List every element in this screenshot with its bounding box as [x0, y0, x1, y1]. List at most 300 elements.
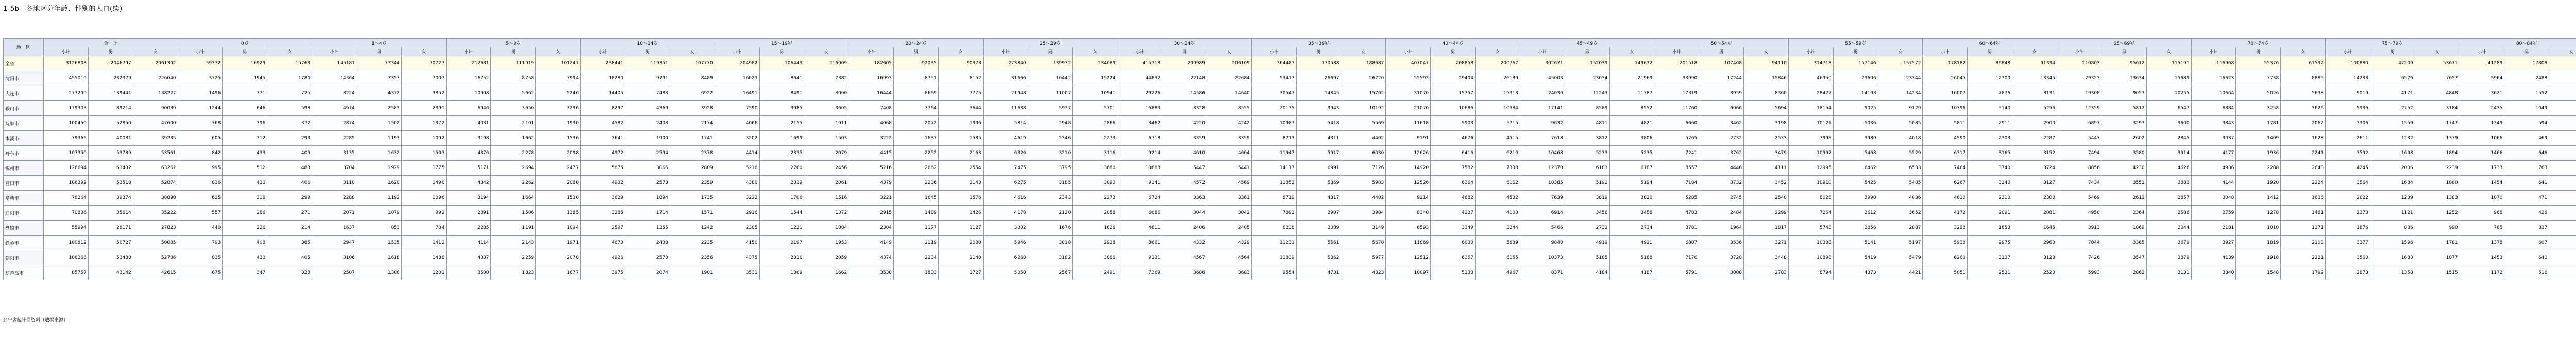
- table-cell: 2694: [491, 161, 536, 176]
- age-group-header: 25～29岁: [983, 39, 1117, 47]
- table-cell: 3795: [1028, 161, 1073, 176]
- table-cell: 8131: [2012, 86, 2057, 101]
- table-cell: 26720: [1341, 71, 1386, 86]
- table-cell: 7475: [983, 161, 1028, 176]
- sex-subheader: 小计: [581, 47, 625, 56]
- region-name: 铁岭市: [4, 236, 44, 250]
- table-cell: 1385: [536, 206, 581, 221]
- table-cell: 2916: [715, 206, 759, 221]
- sex-subheader: 小计: [1117, 47, 1162, 56]
- table-cell: 3222: [849, 131, 894, 146]
- table-cell: 3913: [2057, 221, 2102, 236]
- table-cell: 3686: [1162, 265, 1207, 280]
- table-cell: 1637: [894, 131, 939, 146]
- table-cell: 2602: [2102, 131, 2146, 146]
- table-cell: 3149: [1341, 221, 1386, 236]
- table-cell: 10396: [1923, 101, 1968, 116]
- table-cell: 312: [223, 131, 267, 146]
- table-cell: 2456: [804, 161, 849, 176]
- table-cell: 7426: [2057, 250, 2102, 265]
- table-cell: 1454: [2460, 176, 2504, 191]
- table-cell: 4626: [2146, 161, 2191, 176]
- sex-subheader: 男: [894, 47, 939, 56]
- table-cell: [2549, 116, 2576, 131]
- table-cell: 10097: [1386, 265, 1431, 280]
- table-cell: 2488: [2504, 71, 2549, 86]
- table-cell: 7126: [1341, 161, 1386, 176]
- table-cell: 385: [267, 236, 312, 250]
- table-row: [4, 71, 2576, 86]
- table-cell: 455019: [44, 71, 89, 86]
- table-cell: 886: [2370, 221, 2415, 236]
- sex-subheader: 小计: [1788, 47, 1833, 56]
- table-cell: 2288: [312, 191, 357, 206]
- table-cell: 2346: [1028, 131, 1073, 146]
- table-cell: 1596: [2370, 236, 2415, 250]
- table-cell: 214: [267, 221, 312, 236]
- table-cell: 10121: [1788, 116, 1833, 131]
- table-cell: 4329: [1207, 236, 1251, 250]
- table-cell: 3008: [1699, 265, 1744, 280]
- table-cell: 1637: [312, 221, 357, 236]
- table-cell: 2406: [1162, 221, 1207, 236]
- table-cell: 1996: [938, 116, 983, 131]
- table-cell: 29323: [2057, 71, 2102, 86]
- table-cell: 16929: [223, 56, 267, 71]
- table-cell: 29226: [1117, 86, 1162, 101]
- table-cell: 2948: [1028, 116, 1073, 131]
- table-cell: 1699: [759, 131, 804, 146]
- table-cell: 11007: [1028, 86, 1073, 101]
- table-cell: 23344: [1878, 71, 1923, 86]
- table-cell: 2583: [357, 101, 401, 116]
- table-cell: [2549, 191, 2576, 206]
- table-cell: 3728: [1699, 250, 1744, 265]
- table-cell: 10910: [1788, 176, 1833, 191]
- table-cell: 3928: [670, 101, 715, 116]
- table-cell: 2438: [625, 236, 670, 250]
- table-cell: 2915: [849, 206, 894, 221]
- sex-subheader: 小计: [849, 47, 894, 56]
- table-cell: 1355: [625, 221, 670, 236]
- table-cell: 29404: [1431, 71, 1476, 86]
- table-cell: 2252: [894, 146, 939, 161]
- table-cell: 6724: [1117, 191, 1162, 206]
- table-cell: 1781: [2236, 116, 2281, 131]
- table-cell: 4415: [849, 146, 894, 161]
- table-cell: 1481: [2281, 206, 2326, 221]
- table-cell: 1876: [2326, 221, 2370, 236]
- table-cell: 10941: [1073, 86, 1117, 101]
- table-cell: 5418: [1296, 116, 1341, 131]
- table-cell: 4036: [1878, 191, 1923, 206]
- table-cell: 1775: [401, 161, 446, 176]
- table-cell: 4582: [581, 116, 625, 131]
- table-cell: 6238: [1251, 221, 1296, 236]
- sex-subheader: 女: [133, 47, 178, 56]
- table-cell: 53561: [133, 146, 178, 161]
- table-cell: 2874: [312, 116, 357, 131]
- table-cell: 3198: [446, 131, 491, 146]
- table-cell: 9554: [1251, 265, 1296, 280]
- table-body: [4, 56, 2576, 280]
- table-cell: 90089: [133, 101, 178, 116]
- table-cell: 6275: [983, 176, 1028, 191]
- table-cell: 53518: [88, 176, 133, 191]
- table-cell: 3123: [2012, 250, 2057, 265]
- table-cell: 2119: [894, 236, 939, 250]
- table-cell: 4111: [1744, 161, 1789, 176]
- table-cell: 3198: [1744, 116, 1789, 131]
- table-cell: 18280: [581, 71, 625, 86]
- table-cell: 116009: [804, 56, 849, 71]
- table-cell: 9840: [1520, 236, 1565, 250]
- table-cell: 5875: [581, 161, 625, 176]
- table-cell: 1412: [2236, 191, 2281, 206]
- table-cell: 5233: [1565, 146, 1609, 161]
- age-group-header: 1～4岁: [312, 39, 447, 47]
- table-cell: 70836: [44, 206, 89, 221]
- table-cell: 3612: [1833, 206, 1878, 221]
- table-cell: 3306: [2326, 116, 2370, 131]
- table-cell: 2236: [894, 176, 939, 191]
- table-cell: 11638: [983, 101, 1028, 116]
- table-cell: 5814: [983, 116, 1028, 131]
- table-cell: 1664: [491, 191, 536, 206]
- table-cell: 271: [267, 206, 312, 221]
- table-cell: 4783: [1654, 206, 1699, 221]
- table-cell: 55994: [44, 221, 89, 236]
- table-cell: 3479: [1744, 146, 1789, 161]
- table-cell: 3914: [2146, 146, 2191, 161]
- table-cell: 2732: [1699, 131, 1744, 146]
- table-cell: 1819: [2236, 236, 2281, 250]
- table-cell: 15224: [1073, 71, 1117, 86]
- table-cell: 126694: [44, 161, 89, 176]
- table-cell: 5977: [1341, 250, 1386, 265]
- table-cell: 6268: [983, 250, 1028, 265]
- table-cell: 1466: [2460, 146, 2504, 161]
- table-cell: 4103: [1476, 206, 1520, 221]
- table-cell: 2285: [446, 221, 491, 236]
- table-cell: 7464: [1923, 161, 1968, 176]
- table-cell: 4171: [2370, 86, 2415, 101]
- table-cell: 598: [267, 101, 312, 116]
- table-cell: [2549, 265, 2576, 280]
- table-cell: 405: [267, 250, 312, 265]
- table-cell: 2062: [2281, 116, 2326, 131]
- table-cell: [2549, 131, 2576, 146]
- table-cell: 2262: [491, 176, 536, 191]
- table-cell: 170588: [1296, 56, 1341, 71]
- table-cell: 9129: [1878, 101, 1923, 116]
- table-cell: 52850: [88, 116, 133, 131]
- sex-subheader: 小计: [1251, 47, 1296, 56]
- table-cell: 1662: [804, 265, 849, 280]
- table-cell: 8751: [894, 71, 939, 86]
- table-cell: 92035: [894, 56, 939, 71]
- table-cell: 42615: [133, 265, 178, 280]
- table-cell: 1817: [1744, 221, 1789, 236]
- region-name: 锦州市: [4, 161, 44, 176]
- table-cell: 469: [2504, 131, 2549, 146]
- table-cell: 1506: [491, 206, 536, 221]
- table-cell: 415318: [1117, 56, 1162, 71]
- table-cell: 11852: [1251, 176, 1296, 191]
- table-cell: 6187: [1609, 161, 1654, 176]
- table-cell: 5216: [849, 161, 894, 176]
- table-cell: 27823: [133, 221, 178, 236]
- table-cell: 14640: [1207, 86, 1251, 101]
- table-cell: 4676: [1431, 131, 1476, 146]
- sex-subheader: 小计: [2057, 47, 2102, 56]
- table-cell: 50085: [133, 236, 178, 250]
- table-cell: 10255: [2146, 86, 2191, 101]
- table-cell: 4564: [1207, 250, 1251, 265]
- table-cell: 3456: [1565, 206, 1609, 221]
- table-cell: 2391: [401, 101, 446, 116]
- table-cell: 7264: [1788, 206, 1833, 221]
- table-cell: 2857: [2146, 191, 2191, 206]
- table-cell: 2273: [1073, 191, 1117, 206]
- table-cell: 842: [178, 146, 223, 161]
- table-cell: 5194: [1609, 176, 1654, 191]
- table-cell: 5701: [1073, 101, 1117, 116]
- table-cell: 35614: [88, 206, 133, 221]
- table-cell: 3359: [1207, 131, 1251, 146]
- table-row: [4, 236, 2576, 250]
- table-cell: 347: [223, 265, 267, 280]
- table-cell: 406: [267, 176, 312, 191]
- table-cell: 7434: [2057, 176, 2102, 191]
- table-cell: 5936: [2326, 101, 2370, 116]
- table-cell: 3361: [1207, 191, 1251, 206]
- table-cell: 440: [178, 221, 223, 236]
- table-cell: 208858: [1431, 56, 1476, 71]
- table-cell: 512: [223, 161, 267, 176]
- region-name: 大连市: [4, 86, 44, 101]
- sex-subheader: 女: [2549, 47, 2576, 56]
- table-cell: 4619: [983, 131, 1028, 146]
- table-cell: 4114: [446, 236, 491, 250]
- sex-subheader: 男: [1431, 47, 1476, 56]
- table-cell: 763: [2504, 161, 2549, 176]
- table-cell: 328: [267, 265, 312, 280]
- table-cell: 5946: [983, 236, 1028, 250]
- table-cell: 2759: [2191, 206, 2236, 221]
- table-cell: 179303: [44, 101, 89, 116]
- table-cell: 19308: [2057, 86, 2102, 101]
- table-cell: 483: [267, 161, 312, 176]
- table-cell: 4811: [1565, 116, 1609, 131]
- table-cell: 1070: [2460, 191, 2504, 206]
- table-cell: 1894: [625, 191, 670, 206]
- age-group-header: 50～54岁: [1654, 39, 1789, 47]
- table-row: [4, 161, 2576, 176]
- table-cell: 8489: [670, 71, 715, 86]
- table-cell: [2549, 250, 2576, 265]
- table-cell: 5479: [1878, 250, 1923, 265]
- table-cell: 3066: [625, 161, 670, 176]
- table-cell: 1488: [401, 250, 446, 265]
- table-cell: 3732: [1699, 176, 1744, 191]
- region-name: 朝阳市: [4, 250, 44, 265]
- table-cell: 1379: [2415, 131, 2460, 146]
- table-cell: 1741: [670, 131, 715, 146]
- sex-subheader: 女: [1744, 47, 1789, 56]
- table-cell: 4402: [1341, 131, 1386, 146]
- table-cell: 3137: [1968, 250, 2012, 265]
- table-cell: 4974: [312, 101, 357, 116]
- table-cell: 1747: [2415, 116, 2460, 131]
- table-cell: 1869: [2102, 221, 2146, 236]
- table-cell: 615: [178, 191, 223, 206]
- table-cell: 607: [2504, 236, 2549, 250]
- table-cell: 4149: [849, 236, 894, 250]
- table-cell: 77344: [357, 56, 401, 71]
- table-cell: 200767: [1476, 56, 1520, 71]
- region-name: 本溪市: [4, 131, 44, 146]
- table-cell: 3086: [1073, 250, 1117, 265]
- table-cell: 2507: [312, 265, 357, 280]
- table-cell: 2520: [2012, 265, 2057, 280]
- table-cell: 4921: [1609, 236, 1654, 250]
- table-cell: 2760: [759, 161, 804, 176]
- table-cell: 9053: [2102, 86, 2146, 101]
- table-cell: 1489: [894, 206, 939, 221]
- table-cell: 100880: [2326, 56, 2370, 71]
- table-cell: 2891: [446, 206, 491, 221]
- table-cell: 5447: [1162, 161, 1207, 176]
- table-cell: [2549, 176, 2576, 191]
- table-cell: 90378: [938, 56, 983, 71]
- table-cell: 40081: [88, 131, 133, 146]
- table-cell: 21070: [1386, 101, 1431, 116]
- table-cell: 430: [223, 250, 267, 265]
- table-cell: 1378: [2460, 236, 2504, 250]
- table-cell: 3650: [491, 101, 536, 116]
- sex-subheader: 小计: [1520, 47, 1565, 56]
- table-cell: 16752: [446, 71, 491, 86]
- table-cell: 557: [178, 206, 223, 221]
- table-cell: 149632: [1609, 56, 1654, 71]
- table-cell: 3641: [581, 131, 625, 146]
- table-cell: 157572: [1878, 56, 1923, 71]
- table-cell: 3285: [581, 206, 625, 221]
- table-cell: 3652: [1878, 206, 1923, 221]
- sex-subheader: 男: [1699, 47, 1744, 56]
- table-cell: 793: [178, 236, 223, 250]
- table-cell: 6162: [1476, 176, 1520, 191]
- table-cell: 4731: [1296, 265, 1341, 280]
- table-cell: 7357: [357, 71, 401, 86]
- table-cell: 107408: [1699, 56, 1744, 71]
- table-cell: 10192: [1341, 101, 1386, 116]
- table-cell: 1780: [267, 71, 312, 86]
- table-cell: 2120: [1028, 206, 1073, 221]
- table-cell: 2303: [1968, 131, 2012, 146]
- table-cell: 3221: [849, 191, 894, 206]
- table-cell: 4604: [1207, 146, 1251, 161]
- region-name: 营口市: [4, 176, 44, 191]
- table-cell: 45003: [1520, 71, 1565, 86]
- table-cell: 1177: [894, 221, 939, 236]
- table-cell: 16491: [715, 86, 759, 101]
- table-cell: 2611: [2326, 131, 2370, 146]
- table-cell: 6183: [1565, 161, 1609, 176]
- table-cell: 152039: [1565, 56, 1609, 71]
- table-cell: 992: [401, 206, 446, 221]
- table-cell: 3551: [2102, 176, 2146, 191]
- table-cell: 8328: [1162, 101, 1207, 116]
- table-cell: 10664: [2191, 86, 2236, 101]
- table-cell: 2862: [2102, 265, 2146, 280]
- table-cell: 3530: [849, 265, 894, 280]
- sex-subheader: 男: [1296, 47, 1341, 56]
- table-cell: 5447: [2057, 131, 2102, 146]
- table-cell: 6267: [1923, 176, 1968, 191]
- table-cell: 5839: [1476, 236, 1520, 250]
- table-cell: 2900: [2012, 116, 2057, 131]
- table-cell: 2285: [312, 131, 357, 146]
- table-cell: 145181: [312, 56, 357, 71]
- table-cell: 5869: [1296, 176, 1341, 191]
- table-cell: 2477: [536, 161, 581, 176]
- table-cell: 7998: [1788, 131, 1833, 146]
- table-cell: 8856: [2057, 161, 2102, 176]
- source-note: 辽宁省统计局资料（数据来源）: [3, 318, 69, 323]
- table-cell: 5419: [1833, 250, 1878, 265]
- table-cell: 2887: [1878, 221, 1923, 236]
- table-cell: 2378: [670, 146, 715, 161]
- age-group-header: 10～14岁: [581, 39, 715, 47]
- table-cell: 3462: [1699, 116, 1744, 131]
- table-cell: 12526: [1386, 176, 1431, 191]
- table-cell: 8719: [1251, 191, 1296, 206]
- table-cell: 5466: [1520, 221, 1565, 236]
- table-cell: 7590: [715, 101, 759, 116]
- table-cell: 7184: [1654, 176, 1699, 191]
- table-cell: 4972: [581, 146, 625, 161]
- table-cell: 2662: [894, 161, 939, 176]
- table-cell: 1585: [938, 131, 983, 146]
- table-cell: 139441: [88, 86, 133, 101]
- table-cell: 2163: [938, 146, 983, 161]
- region-name: 丹东市: [4, 146, 44, 161]
- table-cell: 1096: [401, 191, 446, 206]
- sex-subheader: 女: [2415, 47, 2460, 56]
- table-cell: 2143: [491, 236, 536, 250]
- table-cell: 2278: [491, 146, 536, 161]
- table-cell: 2061302: [133, 56, 178, 71]
- table-cell: 1900: [625, 131, 670, 146]
- table-cell: 6897: [2057, 116, 2102, 131]
- table-cell: 3564: [2326, 176, 2370, 191]
- table-cell: 21948: [983, 86, 1028, 101]
- table-cell: 1735: [670, 191, 715, 206]
- table-cell: 3990: [1833, 191, 1878, 206]
- table-cell: 3629: [581, 191, 625, 206]
- table-cell: 55593: [1386, 71, 1431, 86]
- table-cell: 10888: [1117, 161, 1162, 176]
- table-cell: 1918: [2236, 250, 2281, 265]
- age-group-header: 30～34岁: [1117, 39, 1252, 47]
- table-cell: 1936: [2236, 146, 2281, 161]
- table-cell: 18154: [1788, 101, 1833, 116]
- table-cell: 5171: [446, 161, 491, 176]
- table-cell: 5216: [715, 161, 759, 176]
- table-cell: 5662: [491, 86, 536, 101]
